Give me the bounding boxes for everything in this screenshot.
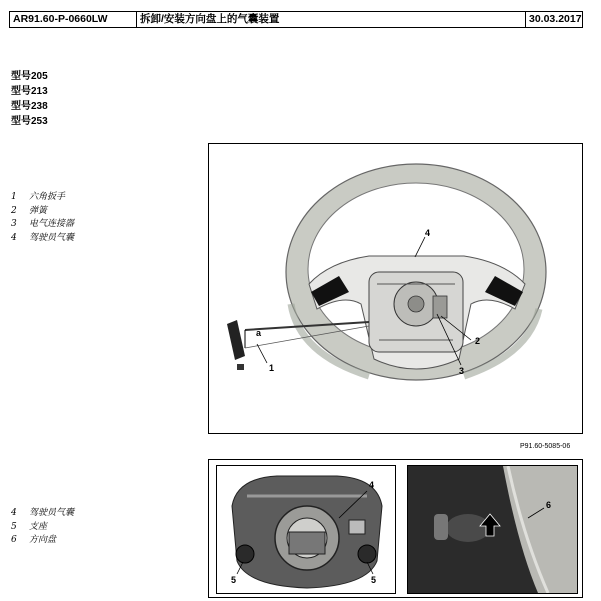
legend-item: 3 电气连接器 bbox=[11, 219, 75, 229]
legend-item: 2 弹簧 bbox=[11, 205, 48, 216]
doc-id: AR91.60-P-0660LW bbox=[10, 12, 137, 27]
legend-figure-2 bbox=[11, 507, 74, 548]
document-header bbox=[9, 11, 583, 28]
model-list bbox=[11, 69, 48, 129]
airbag-back-photo bbox=[216, 465, 396, 594]
model-item: 型号205 bbox=[11, 71, 48, 82]
model-item: 型号238 bbox=[11, 101, 48, 112]
model-item: 型号213 bbox=[11, 86, 48, 97]
callout-5-right: 5 bbox=[371, 575, 377, 585]
legend-item: 1 六角扳手 bbox=[11, 192, 66, 202]
model-item: 型号253 bbox=[11, 116, 48, 127]
steering-wheel-rear-photo bbox=[407, 465, 578, 594]
callout-5-left: 5 bbox=[231, 575, 237, 585]
callout-2: 2 bbox=[475, 336, 481, 346]
callout-a: a bbox=[256, 328, 262, 338]
legend-item: 4 驾驶员气囊 bbox=[11, 232, 75, 243]
steering-wheel-figure bbox=[208, 143, 583, 434]
callout-1: 1 bbox=[269, 363, 275, 373]
legend-item: 6 方向盘 bbox=[11, 535, 57, 545]
doc-title: 拆卸/安装方向盘上的气囊装置 bbox=[137, 12, 526, 27]
steering-wheel-illustration bbox=[209, 144, 582, 433]
figure-caption: P91.60-5085-06 bbox=[520, 443, 571, 450]
callout-6: 6 bbox=[546, 500, 552, 510]
doc-date: 30.03.2017 bbox=[529, 13, 582, 25]
legend-figure-1 bbox=[11, 191, 74, 245]
callout-4: 4 bbox=[425, 228, 431, 238]
airbag-detail-figure bbox=[208, 459, 583, 598]
legend-item: 4 驾驶员气囊 bbox=[11, 508, 75, 518]
callout-4-detail: 4 bbox=[369, 480, 375, 490]
callout-3: 3 bbox=[459, 366, 465, 376]
legend-item: 5 支座 bbox=[11, 521, 48, 532]
